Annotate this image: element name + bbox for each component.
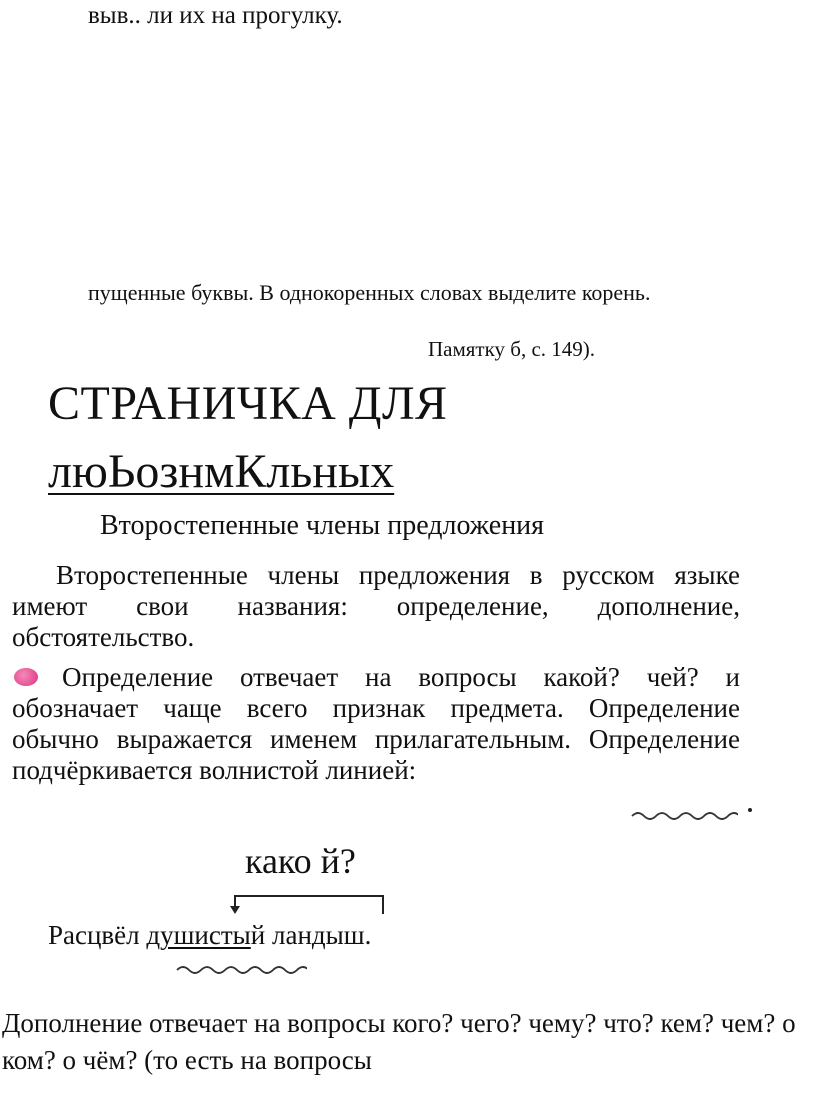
section-heading: Второстепенные члены предложения <box>100 510 545 541</box>
text-line-reference: Памятку б, с. 149). <box>428 337 596 361</box>
example-sentence <box>48 920 371 951</box>
text-line-prev-exercise: выв.. ли их на прогулку. <box>88 2 343 29</box>
paragraph-intro: Второстепенные члены предложения в русском языке имеют свои названия: определение, дополнение, обстоятельство. <box>12 560 740 652</box>
example-before: Расцвёл <box>48 920 147 950</box>
example-question: како й? <box>245 841 356 881</box>
wavy-underline-icon <box>630 808 738 822</box>
period-mark <box>748 808 752 812</box>
text-line-instruction: пущенные буквы. В однокоренных словах выделите корень. <box>88 280 651 305</box>
page-title-line2: люЬознмКльных <box>48 445 395 498</box>
paragraph-object: Дополнение отвечает на вопросы кого? чего? чему? что? кем? чем? о ком? о чём? (то есть на вопросы <box>2 1008 796 1075</box>
bracket-arrow-icon <box>228 892 390 916</box>
example-after: й ландыш. <box>250 920 372 950</box>
wavy-underline-icon <box>175 962 307 976</box>
example-highlighted-word: душисты <box>146 920 251 950</box>
page-title-line1: СТРАНИЧКА ДЛЯ <box>48 377 448 430</box>
paragraph-definition: Определение отвечает на вопросы какой? чей? и обозначает чаще всего признак предмета. Определение обычно выражается именем прилагательным. Определение подчёркивается волнистой линией: <box>12 662 740 785</box>
